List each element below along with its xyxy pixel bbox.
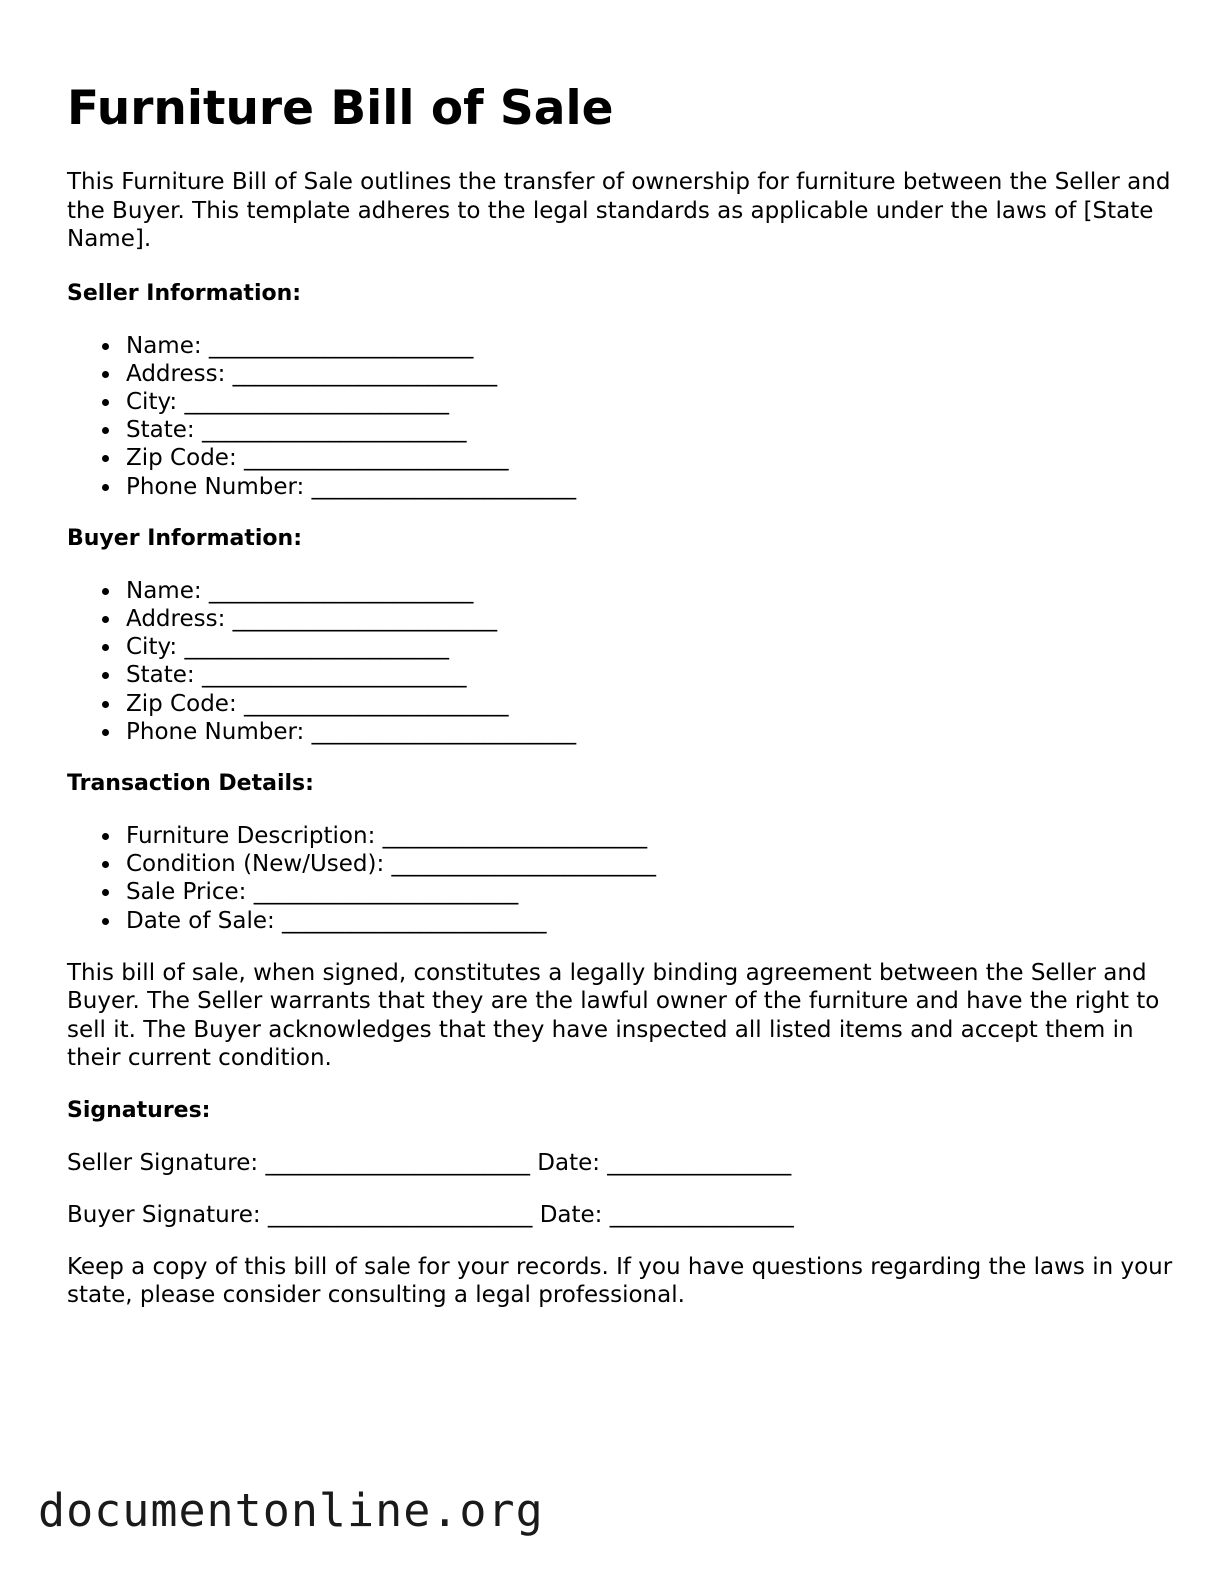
buyer-address-field: Address: _______________________ [126, 605, 1177, 633]
condition-field: Condition (New/Used): _______________________ [126, 850, 1177, 878]
seller-state-field: State: _______________________ [126, 416, 1177, 444]
watermark-logo: documentonline.org [38, 1484, 544, 1537]
buyer-phone-field: Phone Number: _______________________ [126, 718, 1177, 746]
buyer-signature-line: Buyer Signature: _______________________ Date: ________________ [67, 1201, 794, 1228]
seller-address-field: Address: _______________________ [126, 360, 1177, 388]
buyer-fields-list [67, 577, 1177, 746]
sale-price-field: Sale Price: _______________________ [126, 878, 1177, 906]
buyer-zip-field: Zip Code: _______________________ [126, 690, 1177, 718]
document-page [67, 82, 1177, 1310]
seller-phone-field: Phone Number: _______________________ [126, 473, 1177, 501]
intro-paragraph: This Furniture Bill of Sale outlines the transfer of ownership for furniture between the Seller and the Buyer. This template adheres to the legal standards as applicable under the laws of [State Name]. [67, 169, 1171, 253]
furniture-description-field: Furniture Description: _______________________ [126, 822, 1177, 850]
buyer-name-field: Name: _______________________ [126, 577, 1177, 605]
agreement-paragraph: This bill of sale, when signed, constitutes a legally binding agreement between the Seller and Buyer. The Seller warrants that they are the lawful owner of the furniture and have the right to sell it. The Buyer acknowledges that they have inspected all listed items and accept them in their current condition. [67, 959, 1160, 1072]
buyer-heading: Buyer Information: [67, 525, 302, 551]
seller-zip-field: Zip Code: _______________________ [126, 444, 1177, 472]
signatures-heading: Signatures: [67, 1097, 211, 1123]
document-title: Furniture Bill of Sale [67, 81, 614, 136]
date-of-sale-field: Date of Sale: _______________________ [126, 907, 1177, 935]
buyer-state-field: State: _______________________ [126, 661, 1177, 689]
buyer-city-field: City: _______________________ [126, 633, 1177, 661]
closing-paragraph: Keep a copy of this bill of sale for your records. If you have questions regarding the laws in your state, please consider consulting a legal professional. [67, 1253, 1173, 1309]
seller-heading: Seller Information: [67, 280, 302, 306]
seller-fields-list [67, 332, 1177, 501]
transaction-heading: Transaction Details: [67, 770, 314, 796]
seller-name-field: Name: _______________________ [126, 332, 1177, 360]
seller-city-field: City: _______________________ [126, 388, 1177, 416]
transaction-fields-list [67, 822, 1177, 935]
seller-signature-line: Seller Signature: _______________________ Date: ________________ [67, 1149, 792, 1176]
